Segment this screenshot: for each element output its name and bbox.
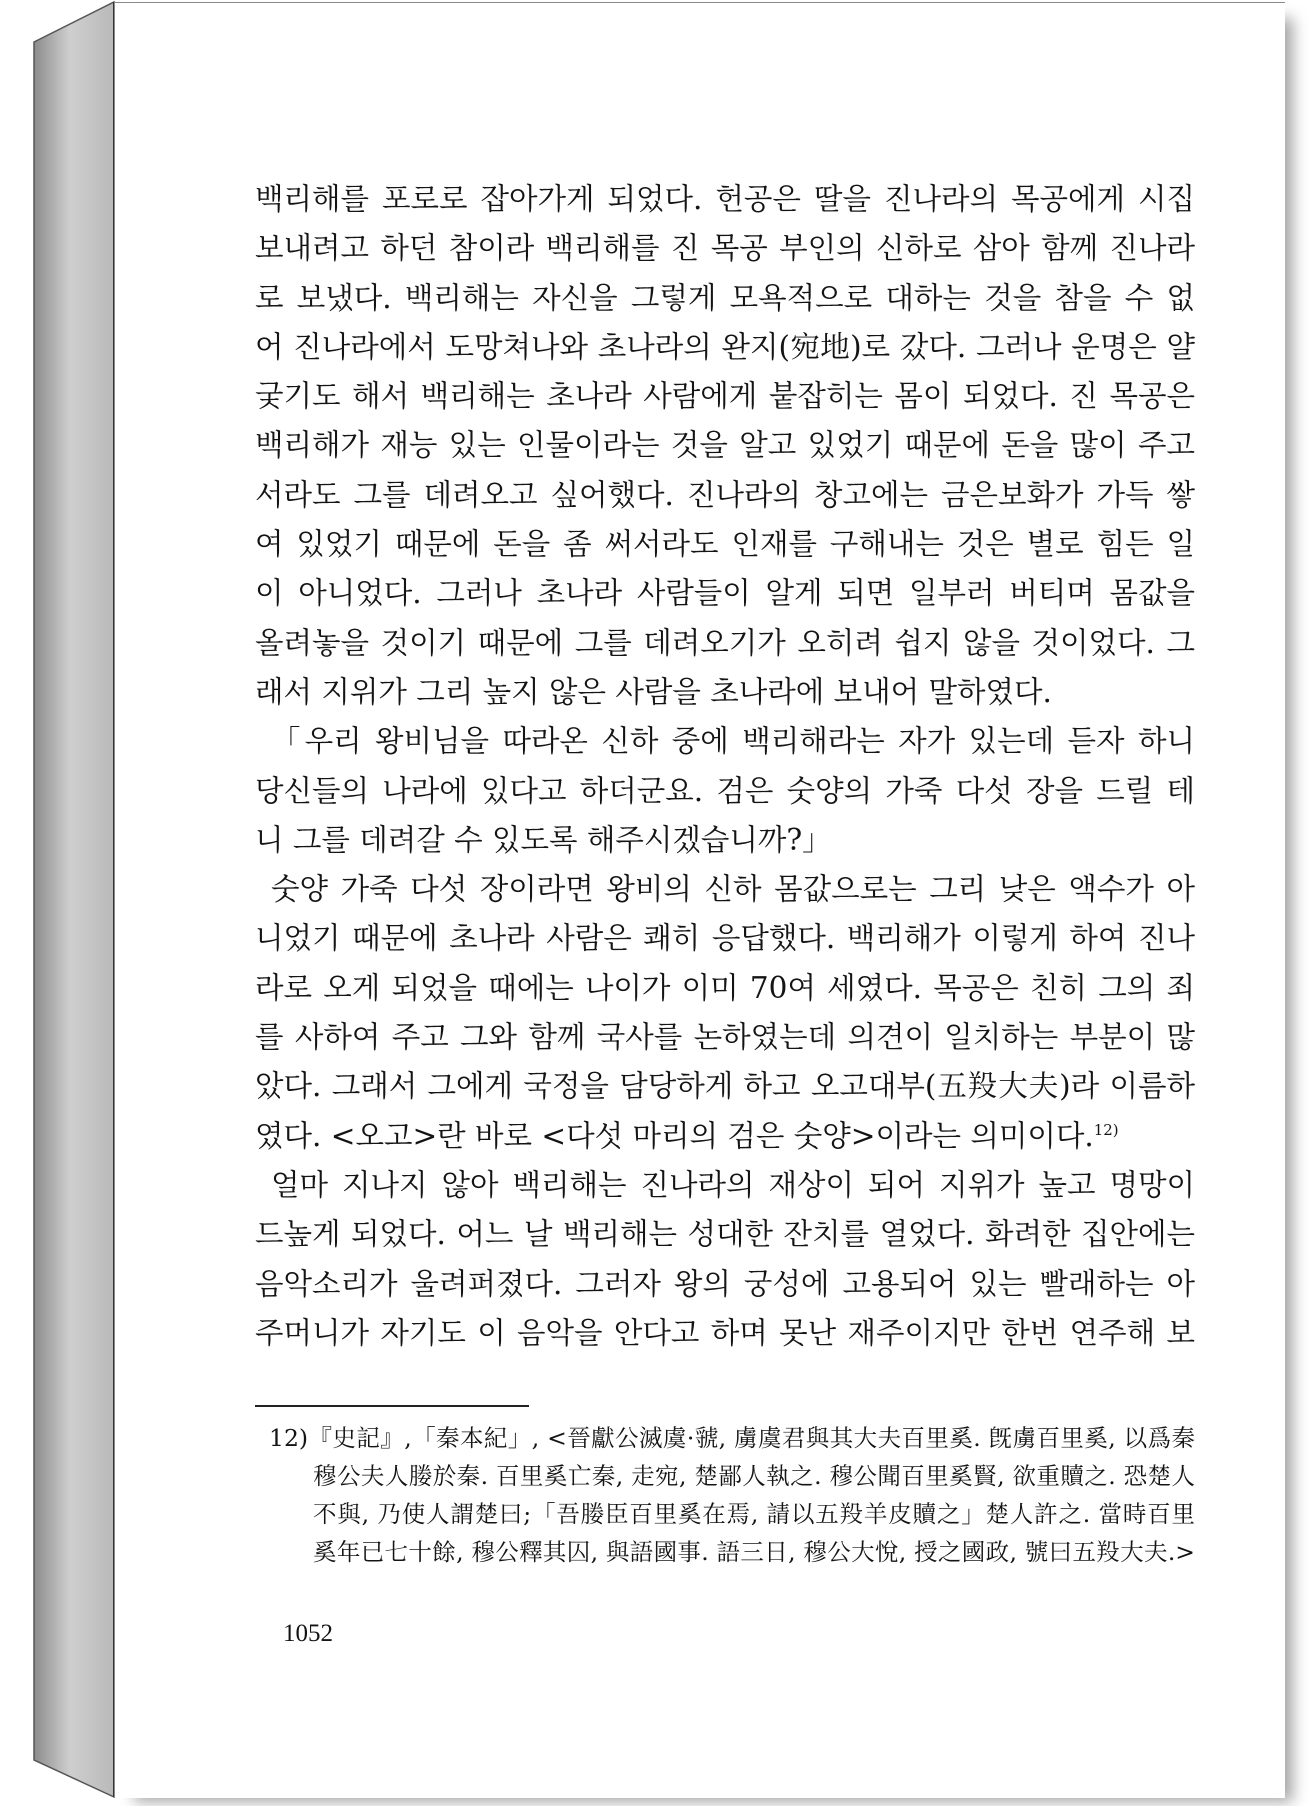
body-line: 숫양 가죽 다섯 장이라면 왕비의 신하 몸값으로는 그리 낮은 액수가 아 xyxy=(271,872,1195,907)
body-line: 올려놓을 것이기 때문에 그를 데려오기가 오히려 쉽지 않을 것이었다. 그 xyxy=(255,625,1195,660)
page-number: 1052 xyxy=(283,1620,333,1647)
body-line: 니었기 때문에 초나라 사람은 쾌히 응답했다. 백리해가 이렇게 하여 진나 xyxy=(255,921,1195,956)
body-line: 래서 지위가 그리 높지 않은 사람을 초나라에 보내어 말하였다. xyxy=(255,674,1052,709)
footnote-line: 奚年已七十餘, 穆公釋其囚, 與語國事. 語三日, 穆公大悅, 授之國政, 號曰五羖大夫.> xyxy=(313,1538,1195,1566)
body-line: 백리해를 포로로 잡아가게 되었다. 헌공은 딸을 진나라의 목공에게 시집 xyxy=(255,182,1195,216)
body-line: 았다. 그래서 그에게 국정을 담당하게 하고 오고대부(五羖大夫)라 이름하 xyxy=(255,1069,1195,1104)
body-line: 음악소리가 울려퍼졌다. 그러자 왕의 궁성에 고용되어 있는 빨래하는 아 xyxy=(255,1266,1195,1301)
footnote-line: 12)『史記』,「秦本紀」, <晉獻公滅虞·虢, 虜虞君與其大夫百里奚. 旣虜百里奚, 以爲秦 xyxy=(269,1424,1195,1452)
body-line: 백리해가 재능 있는 인물이라는 것을 알고 있었기 때문에 돈을 많이 주고 xyxy=(255,428,1195,463)
body-line: 어 진나라에서 도망쳐나와 초나라의 완지(宛地)로 갔다. 그러나 운명은 얄 xyxy=(255,329,1195,364)
quote-line: 니 그를 데려갈 수 있도록 해주시겠습니까?」 xyxy=(255,822,832,857)
body-line: 주머니가 자기도 이 음악을 안다고 하며 못난 재주이지만 한번 연주해 보 xyxy=(255,1315,1195,1350)
body-line-text: 였다. <오고>란 바로 <다섯 마리의 검은 숫양>이라는 의미이다. xyxy=(255,1118,1094,1153)
body-line xyxy=(255,1112,1195,1161)
body-line: 드높게 되었다. 어느 날 백리해는 성대한 잔치를 열었다. 화려한 집안에는 xyxy=(255,1217,1195,1252)
body-line: 이 아니었다. 그러나 초나라 사람들이 알게 되면 일부러 버티며 몸값을 xyxy=(255,576,1195,611)
quote-line: 「우리 왕비님을 따라온 신하 중에 백리해라는 자가 있는데 듣자 하니 xyxy=(271,724,1195,759)
footnote-reference: 12) xyxy=(1093,1120,1119,1139)
book-spine xyxy=(0,0,116,1806)
body-line: 로 보냈다. 백리해는 자신을 그렇게 모욕적으로 대하는 것을 참을 수 없 xyxy=(255,280,1195,315)
footnote-divider xyxy=(255,1405,529,1407)
body-line: 보내려고 하던 참이라 백리해를 진 목공 부인의 신하로 삼아 함께 진나라 xyxy=(255,231,1195,266)
body-line: 얼마 지나지 않아 백리해는 진나라의 재상이 되어 지위가 높고 명망이 xyxy=(271,1167,1195,1202)
body-line: 라로 오게 되었을 때에는 나이가 이미 70여 세였다. 목공은 친히 그의 죄 xyxy=(255,970,1195,1005)
footnote-line: 不與, 乃使人謂楚曰;「吾媵臣百里奚在焉, 請以五羖羊皮贖之」楚人許之. 當時百里 xyxy=(313,1500,1195,1528)
body-line: 궂기도 해서 백리해는 초나라 사람에게 붙잡히는 몸이 되었다. 진 목공은 xyxy=(255,379,1195,414)
footnote-block xyxy=(269,1419,1195,1571)
quote-line: 당신들의 나라에 있다고 하더군요. 검은 숫양의 가죽 다섯 장을 드릴 테 xyxy=(255,773,1195,808)
body-line: 서라도 그를 데려오고 싶어했다. 진나라의 창고에는 금은보화가 가득 쌓 xyxy=(255,477,1195,512)
footnote-line: 穆公夫人媵於秦. 百里奚亡秦, 走宛, 楚鄙人執之. 穆公聞百里奚賢, 欲重贖之. 恐楚人 xyxy=(313,1462,1195,1490)
body-line: 여 있었기 때문에 돈을 좀 써서라도 인재를 구해내는 것은 별로 힘든 일 xyxy=(255,527,1195,562)
body-text xyxy=(255,175,1195,1358)
body-line: 를 사하여 주고 그와 함께 국사를 논하였는데 의견이 일치하는 부분이 많 xyxy=(255,1020,1195,1055)
page-sheet xyxy=(114,2,1285,1798)
